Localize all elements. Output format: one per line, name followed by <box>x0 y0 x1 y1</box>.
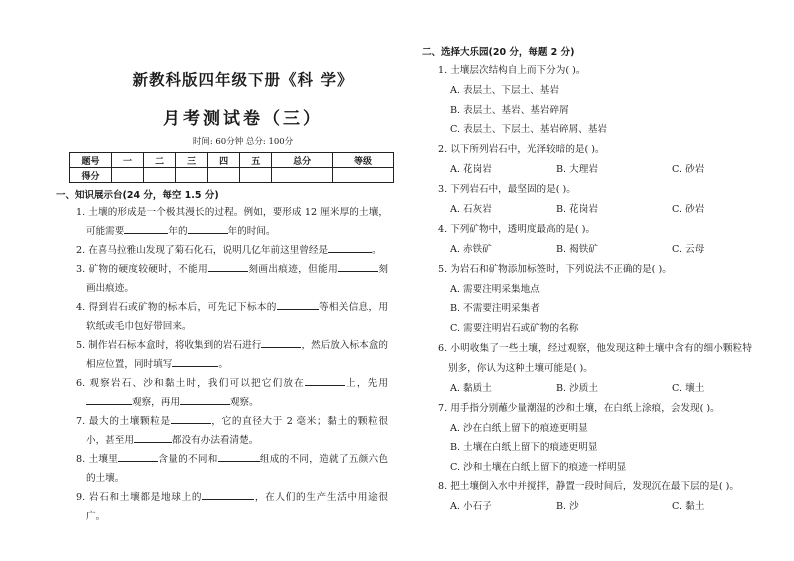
answer-blank[interactable] <box>218 452 260 462</box>
option-c[interactable]: C. 壤土 <box>672 382 705 394</box>
question-3: 3. 矿物的硬度较硬时，不能用 刻画出痕迹，但能用 刻画出痕迹。 <box>76 264 389 294</box>
answer-blank[interactable] <box>328 243 372 253</box>
option-b[interactable]: B. 沙质土 <box>556 382 598 394</box>
answer-blank[interactable] <box>202 490 254 500</box>
choice-question-1: 1. 土壤层次结构自上而下分为( )。 <box>438 65 586 76</box>
answer-blank[interactable] <box>338 262 378 272</box>
score-input-cell[interactable] <box>176 168 208 183</box>
score-cell: 总分 <box>272 153 333 168</box>
answer-blank[interactable] <box>180 395 230 405</box>
answer-blank[interactable] <box>172 357 218 367</box>
option-row <box>422 160 752 180</box>
answer-blank[interactable] <box>261 338 301 348</box>
choice-question-3: 3. 下列岩石中，最坚固的是( )。 <box>438 183 576 195</box>
score-input-cell[interactable] <box>272 168 333 183</box>
option-b[interactable]: B. 土壤在白纸上留下的痕迹更明显 <box>450 442 598 454</box>
score-table <box>69 152 394 183</box>
right-column <box>422 44 752 517</box>
question-2: 2. 在喜马拉雅山发现了菊石化石，说明几亿年前这里曾经是 。 <box>76 245 382 256</box>
option-c[interactable]: C. 表层土、下层土、基岩碎屑、基岩 <box>450 124 608 136</box>
answer-blank[interactable] <box>171 414 211 424</box>
option-c[interactable]: C. 需要注明岩石或矿物的名称 <box>450 322 579 334</box>
answer-blank[interactable] <box>277 300 319 310</box>
score-input-cell[interactable] <box>208 168 240 183</box>
option-c[interactable]: C. 云母 <box>672 243 705 255</box>
option-a[interactable]: A. 沙在白纸上留下的痕迹更明显 <box>450 422 588 434</box>
question-5: 5. 制作岩石标本盒时，将收集到的岩石进行 ，然后放入标本盒的相应位置，同时填写 。 <box>76 340 389 370</box>
score-header-row <box>70 153 394 168</box>
exam-meta: 时间: 60分钟 总分: 100分 <box>192 137 294 147</box>
left-column <box>58 68 388 526</box>
answer-blank[interactable] <box>305 376 345 386</box>
answer-blank[interactable] <box>124 224 168 234</box>
choice-question-5: 5. 为岩石和矿物添加标签时，下列说法不正确的是( )。 <box>438 263 672 275</box>
option-row <box>422 379 752 399</box>
question-8: 8. 土壤里 含量的不同和 组成的不同，造就了五颜六色的土壤。 <box>76 454 389 484</box>
option-b[interactable]: B. 花岗岩 <box>556 203 598 215</box>
score-input-cell[interactable] <box>144 168 176 183</box>
option-a[interactable]: A. 赤铁矿 <box>450 243 492 255</box>
option-c[interactable]: C. 黏土 <box>672 501 705 513</box>
option-b[interactable]: B. 沙 <box>556 501 579 513</box>
option-a[interactable]: A. 花岗岩 <box>450 163 492 175</box>
question-6: 6. 观察岩石、沙和黏土时，我们可以把它们放在 上，先用观察，再用 观察。 <box>76 378 389 408</box>
score-value-row <box>70 168 394 183</box>
option-c[interactable]: C. 砂岩 <box>672 203 705 215</box>
option-a[interactable]: A. 小石子 <box>450 501 492 513</box>
answer-blank[interactable] <box>134 433 172 443</box>
answer-blank[interactable] <box>208 262 248 272</box>
score-input-cell[interactable] <box>240 168 272 183</box>
score-cell: 二 <box>144 153 176 168</box>
option-c[interactable]: C. 沙和土壤在白纸上留下的痕迹一样明显 <box>450 461 627 473</box>
option-a[interactable]: A. 需要注明采集地点 <box>450 283 540 295</box>
score-cell: 得分 <box>70 168 112 183</box>
question-4: 4. 得到岩石或矿物的标本后，可先记下标本的 等相关信息，用软纸或毛巾包好带回来。 <box>76 302 389 332</box>
score-input-cell[interactable] <box>112 168 144 183</box>
option-b[interactable]: B. 不需要注明采集者 <box>450 303 540 315</box>
option-c[interactable]: C. 砂岩 <box>672 163 705 175</box>
choice-question-2: 2. 以下所列岩石中，光泽较暗的是( )。 <box>438 143 605 155</box>
score-input-cell[interactable] <box>333 168 394 183</box>
section2-heading: 二、选择大乐园(20 分，每题 2 分) <box>422 47 575 58</box>
score-cell: 五 <box>240 153 272 168</box>
answer-blank[interactable] <box>188 224 228 234</box>
question-7: 7. 最大的土壤颗粒是 ，它的直径大于 2 毫米；黏土的颗粒很小，甚至用 都没有办法看清楚。 <box>76 416 388 446</box>
score-cell: 四 <box>208 153 240 168</box>
choice-question-6: 6. 小明收集了一些土壤，经过观察，他发现这种土壤中含有的细小颗粒特别多，你认为这种土壤可能是( )。 <box>438 342 752 374</box>
answer-blank[interactable] <box>118 452 158 462</box>
question-9: 9. 岩石和土壤都是地球上的 ，在人们的生产生活中用途很广。 <box>76 492 389 522</box>
option-row <box>422 240 752 260</box>
section1-heading: 一、知识展示台(24 分，每空 1.5 分) <box>56 190 219 201</box>
option-b[interactable]: B. 表层土、基岩、基岩碎屑 <box>450 104 569 116</box>
option-row <box>422 497 752 517</box>
choice-question-4: 4. 下列矿物中，透明度最高的是( )。 <box>438 223 596 235</box>
option-b[interactable]: B. 褐铁矿 <box>556 243 598 255</box>
answer-blank[interactable] <box>86 395 132 405</box>
choice-question-8: 8. 把土壤倒入水中并搅拌，静置一段时间后，发现沉在最下层的是( )。 <box>438 481 739 493</box>
score-cell: 题号 <box>70 153 112 168</box>
option-b[interactable]: B. 大理岩 <box>556 163 598 175</box>
choice-question-7: 7. 用手指分别蘸少量潮湿的沙和土壤，在白纸上涂痕，会发现( )。 <box>438 402 720 414</box>
score-cell: 等级 <box>333 153 394 168</box>
option-a[interactable]: A. 黏质土 <box>450 382 492 394</box>
exam-title: 新教科版四年级下册《科 学》 <box>132 70 354 89</box>
option-row <box>422 200 752 220</box>
question-1: 1. 土壤的形成是一个极其漫长的过程。例如，要形成 12 厘米厚的土壤，可能需要 年的 年的时间。 <box>76 207 388 237</box>
option-a[interactable]: A. 石灰岩 <box>450 203 492 215</box>
score-cell: 一 <box>112 153 144 168</box>
score-cell: 三 <box>176 153 208 168</box>
exam-subtitle: 月考测试卷（三） <box>163 109 323 129</box>
option-a[interactable]: A. 表层土、下层土、基岩 <box>450 85 559 96</box>
